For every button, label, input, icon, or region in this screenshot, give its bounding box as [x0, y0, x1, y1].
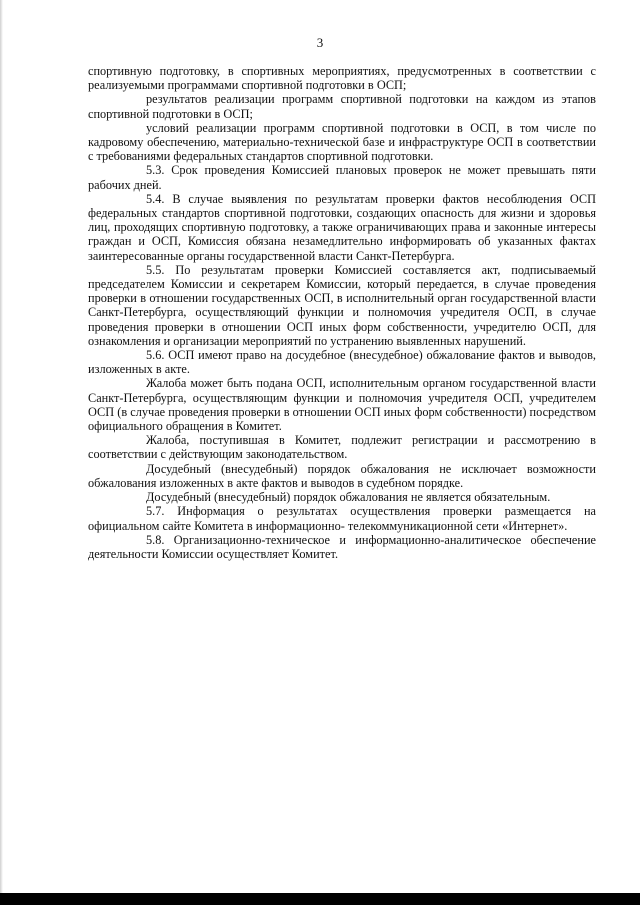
- paragraph-5-4: 5.4. В случае выявления по результатам проверки фактов несоблюдения ОСП федеральных стандартов спортивной подготовки, создающих опасность для жизни и здоровья лиц, проходящих спортивную подготовку, а также ограничивающих права и законные интересы граждан и ОСП, Комиссия обязана незамедлительно информировать об указанных фактах заинтересованные органы государственной власти Санкт-Петербурга.: [88, 191, 596, 263]
- paragraph-5-6: 5.6. ОСП имеют право на досудебное (внесудебное) обжалование фактов и выводов, изложенных в акте.: [88, 348, 596, 377]
- paragraph-complaint-registration: Жалоба, поступившая в Комитет, подлежит регистрации и рассмотрению в соответствии с действующим законодательством.: [88, 433, 596, 462]
- paragraph-pretrial-optional: Досудебный (внесудебный) порядок обжалования не является обязательным.: [146, 490, 551, 505]
- paragraph-5-3: 5.3. Срок проведения Комиссией плановых проверок не может превышать пяти рабочих дней.: [88, 163, 596, 192]
- paragraph-complaint-filing: Жалоба может быть подана ОСП, исполнительным органом государственной власти Санкт-Петербурга, осуществляющим функции и полномочия учредителя ОСП, учредителем ОСП (в случае проведения проверки в отношении ОСП иных форм собственности) посредством официального обращения в Комитет.: [88, 376, 596, 434]
- paragraph-program-conditions: условий реализации программ спортивной подготовки в ОСП, в том числе по кадровому обеспечению, материально-технической базе и инфраструктуре ОСП в соответствии с требованиями федеральных стандартов спортивной подготовки.: [88, 120, 596, 164]
- scan-edge-shadow: [0, 0, 3, 905]
- paragraph-5-5: 5.5. По результатам проверки Комиссией составляется акт, подписываемый председателем Комиссии и секретарем Комиссии, который передается, в случае проведения проверки в отношении государственных ОСП, в исполнительный орган государственной власти Санкт-Петербурга, осуществляющий функции и полномочия учредителя ОСП, в случае проведения проверки в отношении ОСП иных форм собственности, учредителю ОСП, для ознакомления и организации мероприятий по устранению выявленных нарушений.: [88, 262, 596, 348]
- paragraph-continuation: спортивную подготовку, в спортивных мероприятиях, предусмотренных в соответствии с реализуемыми программами спортивной подготовки в ОСП;: [88, 64, 596, 93]
- paragraph-5-8: 5.8. Организационно-техническое и информационно-аналитическое обеспечение деятельности Комиссии осуществляет Комитет.: [88, 532, 596, 561]
- document-body: [88, 64, 596, 561]
- scan-bottom-border: [0, 893, 640, 905]
- paragraph-pretrial-appeal: Досудебный (внесудебный) порядок обжалования не исключает возможности обжалования изложенных в акте фактов и выводов в судебном порядке.: [88, 461, 596, 490]
- page-number: 3: [316, 35, 324, 50]
- paragraph-5-7: 5.7. Информация о результатах осуществления проверки размещается на официальном сайте Комитета в информационно- телекоммуникационной сети «Интернет».: [88, 504, 596, 533]
- paragraph-program-results: результатов реализации программ спортивной подготовки на каждом из этапов спортивной подготовки в ОСП;: [88, 92, 596, 121]
